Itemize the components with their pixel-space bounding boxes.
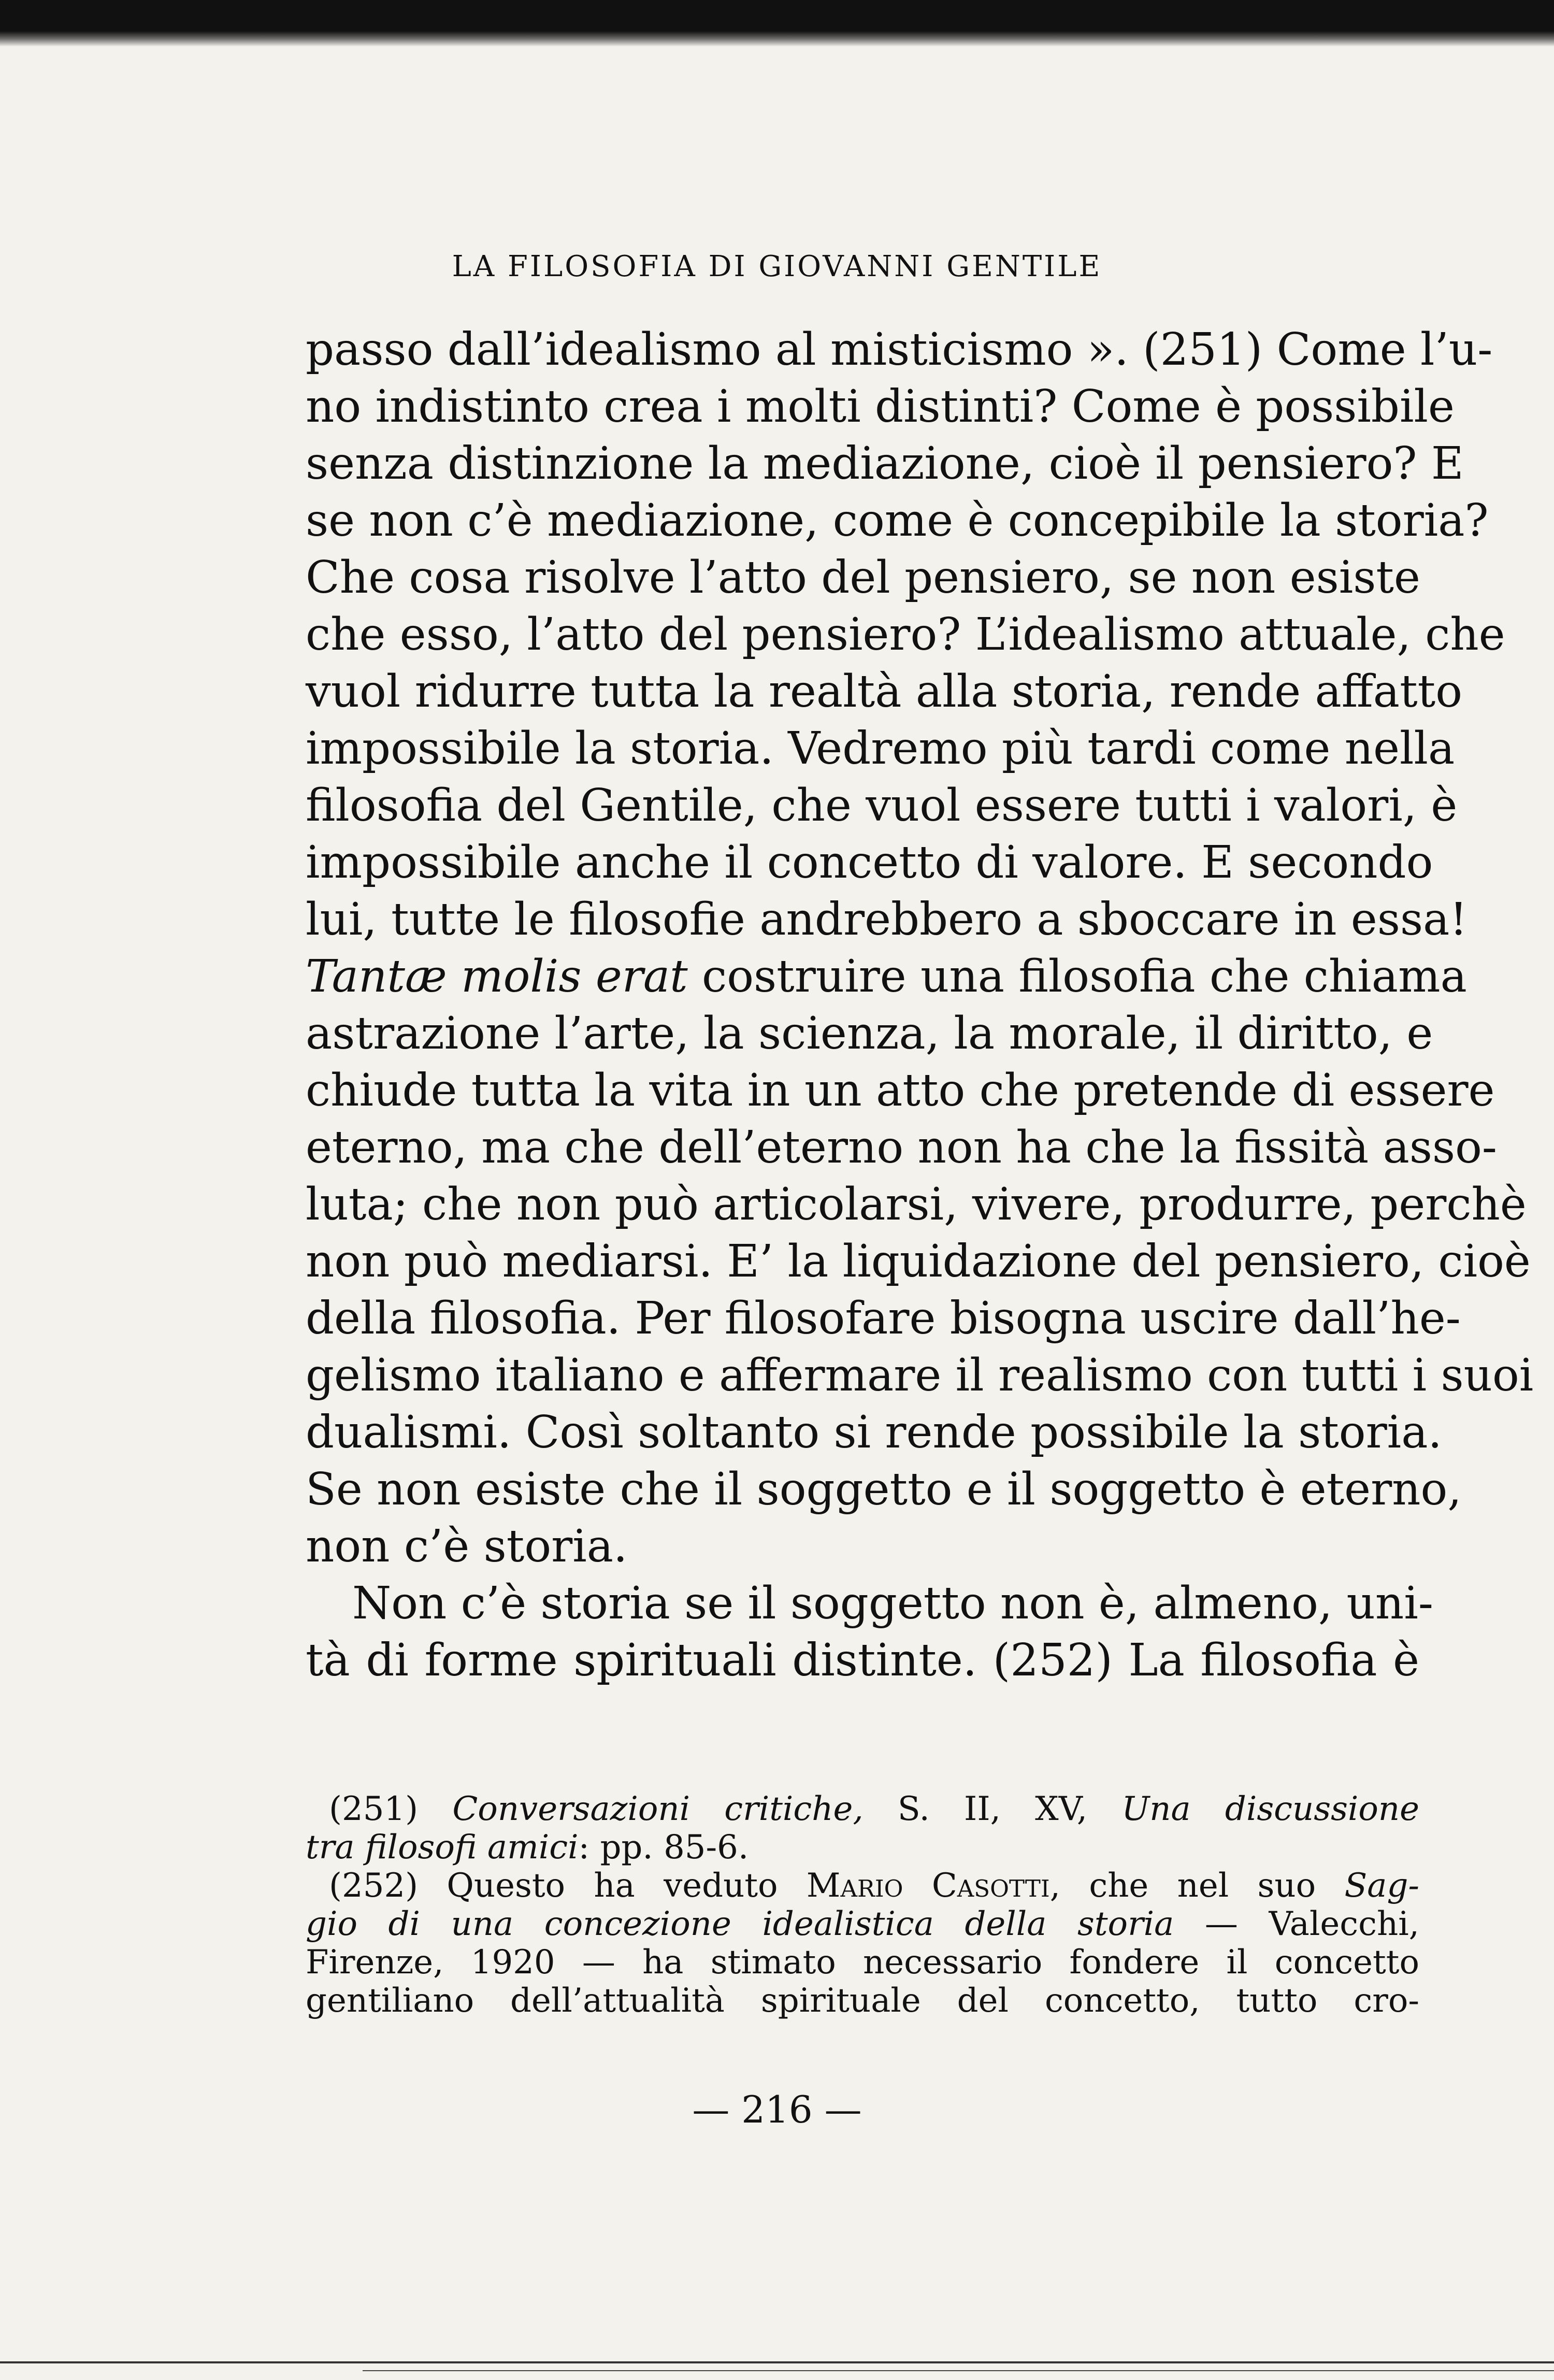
footnote-article: tra filosofi amici bbox=[306, 1828, 579, 1867]
text-line: che esso, l’atto del pensiero? L’idealismo attuale, che bbox=[306, 609, 1505, 661]
latin-quote: Tantæ molis erat bbox=[306, 951, 688, 1002]
text-line: Non c’è storia se il soggetto non è, almeno, uni- bbox=[352, 1578, 1433, 1629]
text-line: lui, tutte le filosofie andrebbero a sboccare in essa! bbox=[306, 894, 1467, 945]
footnotes bbox=[306, 1790, 1419, 2020]
footnote-252 bbox=[306, 1867, 1419, 1905]
footnote-title: Sag- bbox=[1344, 1867, 1420, 1905]
page-number: — 216 — bbox=[692, 2088, 862, 2131]
text-line: chiude tutta la vita in un atto che pretende di essere bbox=[306, 1065, 1495, 1116]
text-line: impossibile la storia. Vedremo più tardi come nella bbox=[306, 723, 1455, 775]
footnote-title: gio di una concezione idealistica della storia bbox=[306, 1905, 1174, 1943]
text-line: non può mediarsi. E’ la liquidazione del pensiero, cioè bbox=[306, 1236, 1531, 1287]
text-line: Se non esiste che il soggetto e il soggetto è eterno, bbox=[306, 1464, 1462, 1515]
scan-bottom-rule bbox=[363, 2370, 1554, 2371]
text-line: no indistinto crea i molti distinti? Come è possibile bbox=[306, 381, 1455, 433]
main-text bbox=[306, 321, 1534, 1689]
footnote-segment: , che nel suo bbox=[1049, 1867, 1345, 1905]
text-segment: costruire una filosofia che chiama bbox=[687, 951, 1467, 1002]
text-line: astrazione l’arte, la scienza, la morale, il diritto, e bbox=[306, 1008, 1433, 1059]
text-line: della filosofia. Per filosofare bisogna uscire dall’he- bbox=[306, 1293, 1461, 1344]
footnote-article: Una discussione bbox=[1121, 1790, 1420, 1828]
footnote-title: Conversazioni critiche, bbox=[452, 1790, 864, 1828]
scan-top-edge bbox=[0, 0, 1554, 47]
text-line: Che cosa risolve l’atto del pensiero, se non esiste bbox=[306, 552, 1420, 604]
text-line bbox=[306, 948, 1467, 1005]
text-line: se non c’è mediazione, come è concepibile la storia? bbox=[306, 495, 1489, 547]
text-line: non c’è storia. bbox=[306, 1521, 628, 1572]
footnote-252-cont: Firenze, 1920 — ha stimato necessario fondere il concetto bbox=[306, 1943, 1419, 1982]
footnote-251-cont bbox=[306, 1828, 1419, 1867]
footnote-segment: — Valecchi, bbox=[1174, 1905, 1419, 1943]
scan-bottom-rule bbox=[0, 2361, 1554, 2363]
footnote-252-cont: gentiliano dell’attualità spirituale del concetto, tutto cro- bbox=[306, 1982, 1419, 2020]
text-line: gelismo italiano e affermare il realismo con tutti i suoi bbox=[306, 1350, 1534, 1401]
text-line: passo dall’idealismo al misticismo ». (251) Come l’u- bbox=[306, 324, 1493, 376]
text-line: senza distinzione la mediazione, cioè il pensiero? E bbox=[306, 438, 1464, 490]
text-line: filosofia del Gentile, che vuol essere tutti i valori, è bbox=[306, 780, 1458, 831]
text-line: tà di forme spirituali distinte. (252) La filosofia è bbox=[306, 1635, 1419, 1686]
footnote-251 bbox=[306, 1790, 1419, 1828]
footnote-segment: (252) Questo ha veduto bbox=[329, 1867, 807, 1905]
running-head: LA FILOSOFIA DI GIOVANNI GENTILE bbox=[452, 250, 1102, 283]
text-line: luta; che non può articolarsi, vivere, produrre, perchè bbox=[306, 1179, 1527, 1230]
footnote-number: (251) bbox=[329, 1790, 453, 1828]
footnote-segment: S. II, XV, bbox=[863, 1790, 1122, 1828]
text-line: vuol ridurre tutta la realtà alla storia, rende affatto bbox=[306, 666, 1462, 718]
footnote-pages: : pp. 85-6. bbox=[578, 1828, 749, 1867]
text-line: impossibile anche il concetto di valore. E secondo bbox=[306, 837, 1433, 888]
footnote-author: Mario Casotti bbox=[806, 1867, 1050, 1905]
text-line: dualismi. Così soltanto si rende possibile la storia. bbox=[306, 1407, 1442, 1458]
footnote-252-cont bbox=[306, 1905, 1419, 1943]
text-line: eterno, ma che dell’eterno non ha che la fissità asso- bbox=[306, 1122, 1497, 1173]
